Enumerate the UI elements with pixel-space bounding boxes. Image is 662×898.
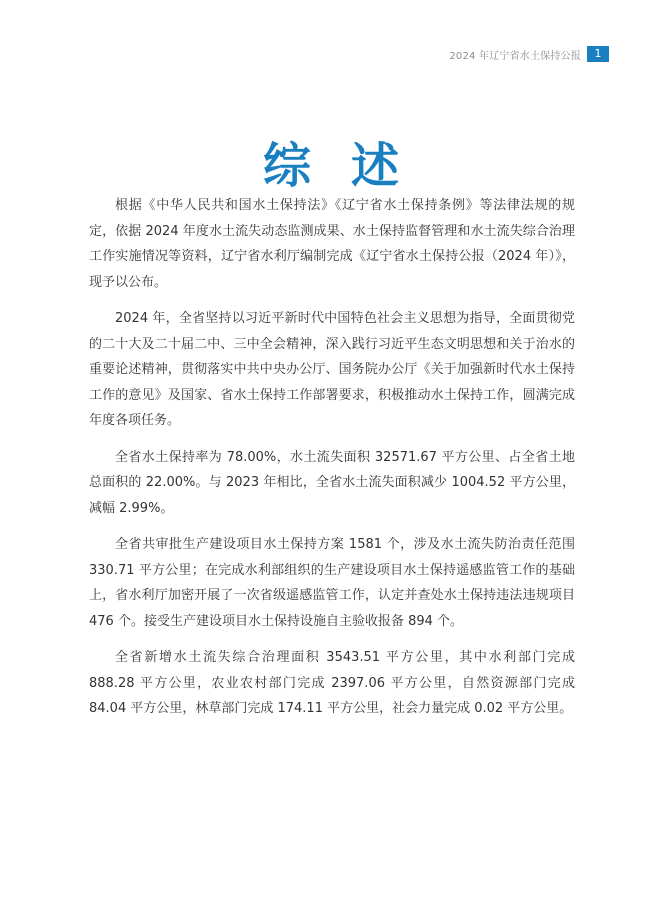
paragraph-erosion-status: 全省水土保持率为 78.00%，水土流失面积 32571.67 平方公里、占全省土地总面积的 22.00%。与 2023 年相比，全省水土流失面积减少 1004.52 平方公里，减幅 2.99%。 xyxy=(89,449,575,516)
running-header xyxy=(449,46,609,62)
paragraph-overview: 2024 年，全省坚持以习近平新时代中国特色社会主义思想为指导，全面贯彻党的二十大及二十届二中、三中全会精神，深入践行习近平生态文明思想和关于治水的重要论述精神，贯彻落实中共中央办公厅、国务院办公厅《关于加强新时代水土保持工作的意见》及国家、省水土保持工作部署要求，积极推动水土保持工作，圆满完成年度各项任务。 xyxy=(89,311,575,428)
paragraph-comprehensive-treatment: 全省新增水土流失综合治理面积 3543.51 平方公里，其中水利部门完成 888.28 平方公里，农业农村部门完成 2397.06 平方公里，自然资源部门完成 84.04 平方公里，林草部门完成 174.11 平方公里，社会力量完成 0.02 平方公里。 xyxy=(89,650,575,716)
body-text xyxy=(89,193,575,733)
page-title: 综述 xyxy=(262,138,439,195)
paragraph-supervision: 全省共审批生产建设项目水土保持方案 1581 个，涉及水土流失防治责任范围 330.71 平方公里；在完成水利部组织的生产建设项目水土保持遥感监管工作的基础上，省水利厅加密开展了一次省级遥感监管工作，认定并查处水土保持违法违规项目 476 个。接受生产建设项目水土保持设施自主验收报备 894 个。 xyxy=(89,537,575,629)
header-title: 2024 年辽宁省水土保持公报 xyxy=(449,50,581,62)
paragraph-intro: 根据《中华人民共和国水土保持法》《辽宁省水土保持条例》等法律法规的规定，依据 2024 年度水土流失动态监测成果、水土保持监督管理和水土流失综合治理工作实施情况等资料，辽宁省水利厅编制完成《辽宁省水土保持公报（2024 年）》，现予以公布。 xyxy=(89,198,575,290)
page-number-badge: 1 xyxy=(587,46,609,62)
